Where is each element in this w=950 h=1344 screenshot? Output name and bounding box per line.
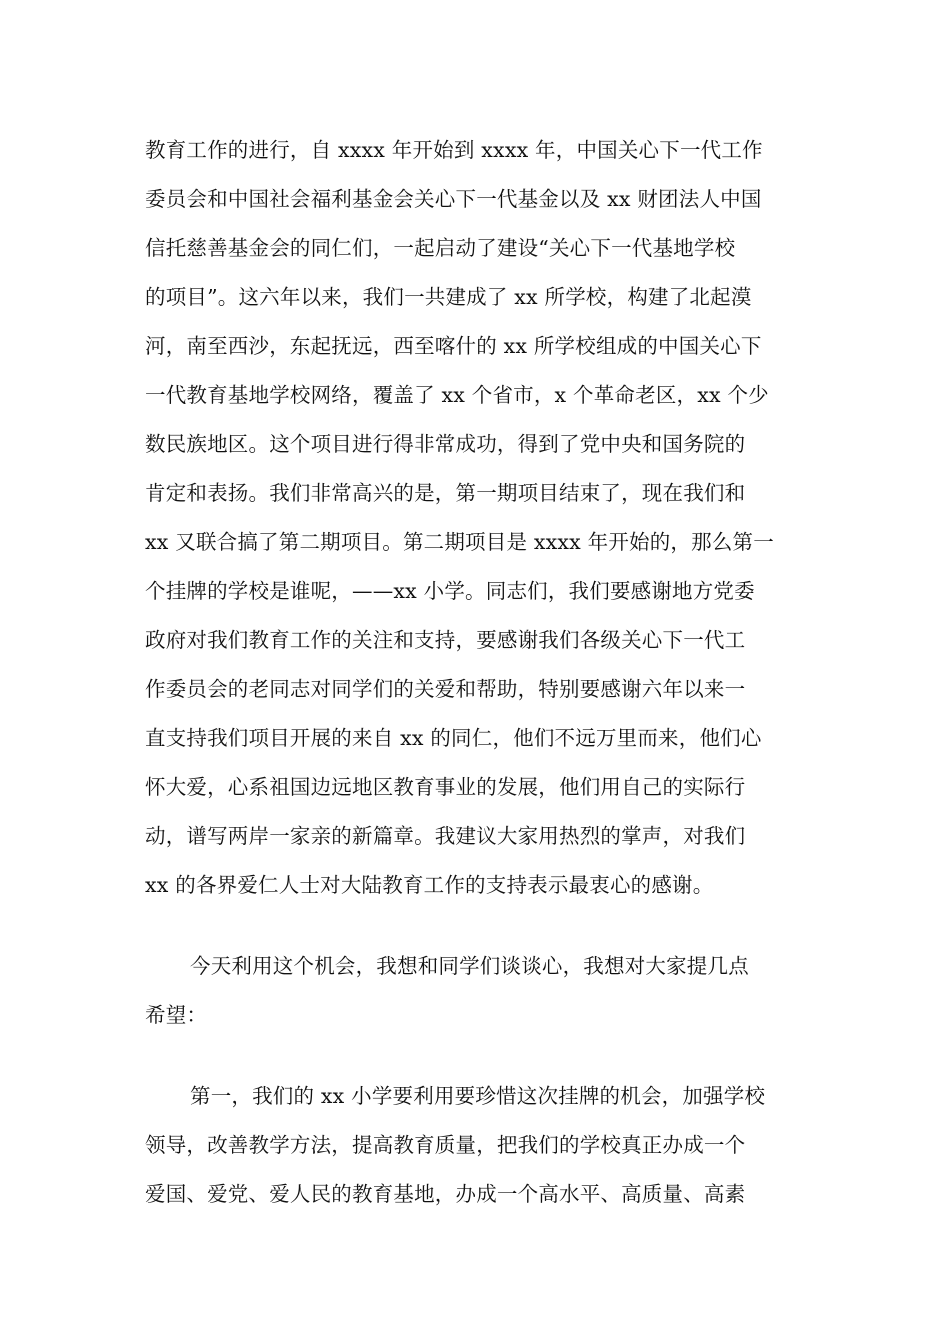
text-line: xx 的各界爱仁人士对大陆教育工作的支持表示最衷心的感谢。 — [145, 873, 714, 897]
text-line: 爱国、爱党、爱人民的教育基地，办成一个高水平、高质量、高素 — [145, 1182, 746, 1206]
text-line: 教育工作的进行，自 xxxx 年开始到 xxxx 年，中国关心下一代工作 — [145, 138, 763, 162]
text-line: 的项目”。这六年以来，我们一共建成了 xx 所学校，构建了北起漠 — [145, 285, 752, 309]
text-line: 第一，我们的 xx 小学要利用要珍惜这次挂牌的机会，加强学校 — [190, 1084, 766, 1108]
text-line: 领导，改善教学方法，提高教育质量，把我们的学校真正办成一个 — [145, 1133, 746, 1157]
text-line: 今天利用这个机会，我想和同学们谈谈心，我想对大家提几点 — [190, 954, 749, 978]
text-line: 一代教育基地学校网络，覆盖了 xx 个省市，x 个革命老区，xx 个少 — [145, 383, 769, 407]
text-line: 个挂牌的学校是谁呢，——xx 小学。同志们，我们要感谢地方党委 — [145, 579, 755, 603]
text-line: 政府对我们教育工作的关注和支持，要感谢我们各级关心下一代工 — [145, 628, 746, 652]
text-line: 希望： — [145, 1003, 208, 1027]
text-line: 河，南至西沙，东起抚远，西至喀什的 xx 所学校组成的中国关心下 — [145, 334, 762, 358]
text-line: 肯定和表扬。我们非常高兴的是，第一期项目结束了，现在我们和 — [145, 481, 746, 505]
text-line: 委员会和中国社会福利基金会关心下一代基金以及 xx 财团法人中国 — [145, 187, 762, 211]
text-line: 怀大爱，心系祖国边远地区教育事业的发展，他们用自己的实际行 — [145, 775, 746, 799]
text-line: 信托慈善基金会的同仁们，一起启动了建设“关心下一代基地学校 — [145, 236, 736, 260]
text-line: 直支持我们项目开展的来自 xx 的同仁，他们不远万里而来，他们心 — [145, 726, 762, 750]
text-line: 作委员会的老同志对同学们的关爱和帮助，特别要感谢六年以来一 — [145, 677, 746, 701]
text-line: 动，谱写两岸一家亲的新篇章。我建议大家用热烈的掌声，对我们 — [145, 824, 746, 848]
text-line: 数民族地区。这个项目进行得非常成功，得到了党中央和国务院的 — [145, 432, 746, 456]
text-line: xx 又联合搞了第二期项目。第二期项目是 xxxx 年开始的，那么第一 — [145, 530, 774, 554]
